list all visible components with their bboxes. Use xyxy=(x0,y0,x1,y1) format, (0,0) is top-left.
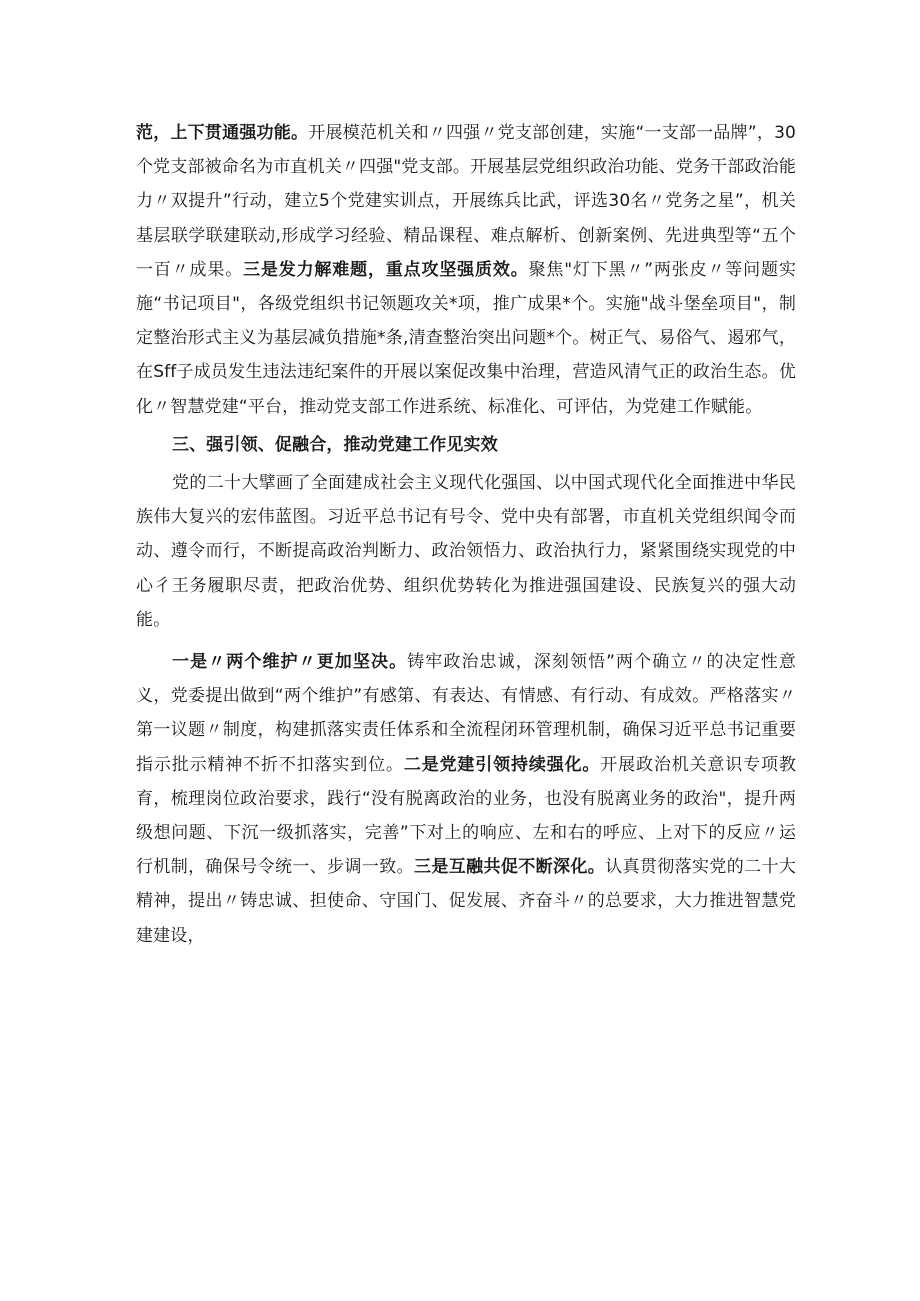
paragraph-3-bold-1: 一是〃两个维护〃更加坚决。 xyxy=(172,652,408,673)
document-page xyxy=(136,116,796,953)
paragraph-1-text-1: 开展模范机关和〃四强〃党支部创建，实施“一支部一品牌”，30个党支部被命名为市直机关〃四强"党支部。开展基层党组织政治功能、党务干部政治能力〃双提升”行动，建立5个党建实训点，开展练兵比武，评选30名〃党务之星”，机关基层联学联建联动,形成学习经验、精品课程、难点解析、创新案例、先进典型等“五个一百〃成果。 xyxy=(136,123,797,280)
paragraph-1-text-2: 聚焦"灯下黑〃”两张皮〃等问题实施“书记项目"，各级党组织书记领题攻关*项，推广成果*个。实施"战斗堡垒项目"，制定整治形式主义为基层减负措施*条,清查整治突出问题*个。树正气、易俗气、遏邪气，在Sff子成员发生违法违纪案件的开展以案促改集中治理，营造风清气正的政治生态。优化〃智慧党建“平台，推动党支部工作进系统、标准化、可评估，为党建工作赋能。 xyxy=(136,259,796,417)
paragraph-3 xyxy=(136,645,796,953)
paragraph-3-bold-3: 三是互融共促不断深化。 xyxy=(413,857,606,878)
paragraph-1-lead-bold: 范，上下贯通强功能。 xyxy=(136,123,309,143)
paragraph-1 xyxy=(136,116,796,424)
paragraph-3-bold-2: 二是党建引领持续强化。 xyxy=(403,754,601,775)
section-heading: 三、强引领、促融合，推动党建工作见实效 xyxy=(172,434,498,455)
paragraph-2: 党的二十大擘画了全面建成社会主义现代化强国、以中国式现代化全面推进中华民族伟大复兴的宏伟蓝图。习近平总书记有号令、党中央有部署，市直机关党组织闻令而动、遵令而行，不断提高政治判断力、政治领悟力、政治执行力，紧紧围绕实现党的中心彳王务履职尽责，把政治优势、组织优势转化为推进强国建设、民族复兴的强大动能。 xyxy=(136,473,796,630)
paragraph-3-text-1: 铸牢政治忠诚，深刻领悟”两个确立〃的决定性意义，党委提出做到“两个维护”有感第、有表达、有情感、有行动、有成效。严格落实〃第一议题〃制度，构建抓落实责任体系和全流程闭环管理机制，确保习近平总书记重要指示批示精神不折不扣落实到位。 xyxy=(136,652,797,775)
paragraph-3-text-3: 认真贯彻落实党的二十大精神，提出〃铸忠诚、担使命、守国门、促发展、齐奋斗〃的总要求，大力推进智慧党建建设， xyxy=(136,857,796,946)
paragraph-3-text-2: 开展政治机关意识专项教育，梳理岗位政治要求，践行“没有脱离政治的业务，也没有脱离业务的政治"，提升两级想问题、下沉一级抓落实，完善”下对上的响应、左和右的呼应、上对下的反应〃运行机制，确保号令统一、步调一致。 xyxy=(136,754,797,878)
paragraph-1-bold-2: 三是发力解难题，重点攻坚强质效。 xyxy=(243,259,529,280)
